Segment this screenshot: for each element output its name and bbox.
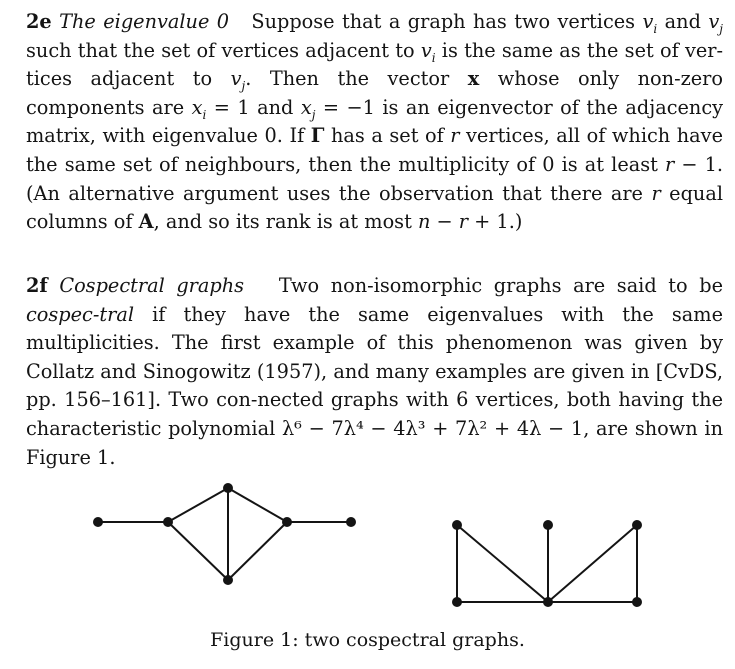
text: , and so its rank is at most: [153, 210, 418, 234]
vertex: [223, 575, 233, 585]
math-xj: x: [300, 95, 312, 119]
paragraph-2e: [26, 8, 723, 237]
text: vertices, all of which have the same set of neighbours, then the multiplicity of 0 is at least: [26, 124, 723, 176]
math-sub: j: [719, 21, 723, 36]
text: Suppose that a graph has two vertices: [251, 10, 643, 33]
text: , are shown in Figure 1.: [26, 416, 723, 469]
text: whose only non-zero components are: [26, 67, 723, 119]
math-tail: + 1.): [468, 210, 523, 234]
text: is an eigenvector of the adjacency matrix, with eigenvalue 0. If: [26, 95, 724, 148]
edge: [168, 488, 228, 522]
math-sub: i: [431, 50, 436, 65]
math-r: r: [651, 181, 661, 205]
figure-1: [0, 470, 735, 620]
text: has a set of: [324, 124, 451, 148]
vertex: [543, 597, 553, 607]
section-number-2e: 2e: [26, 10, 52, 33]
edge: [457, 525, 548, 602]
vertex: [632, 597, 642, 607]
edge: [228, 522, 287, 580]
math-vj: v: [230, 67, 242, 91]
math-vi: v: [642, 10, 654, 33]
text: equal columns of: [26, 181, 724, 234]
math-eq: = −1: [315, 95, 375, 119]
term-cospectral: cospec-tral: [26, 302, 134, 326]
math-tail: − 1.: [674, 152, 724, 176]
math-r: r: [665, 152, 675, 176]
text: and: [249, 95, 301, 119]
text: Two non-isomorphic graphs are said to be: [278, 274, 723, 297]
vertex: [163, 517, 173, 527]
text: is the same as the set of ver-tices adjacent to: [26, 38, 723, 91]
math-vi: v: [420, 38, 432, 62]
math-n: n: [417, 210, 431, 234]
vertex: [223, 483, 233, 493]
vertex: [452, 597, 462, 607]
math-sub: j: [241, 79, 246, 94]
graph-right: [452, 520, 642, 607]
section-number-2f: 2f: [26, 274, 48, 297]
math-sub: i: [202, 107, 207, 122]
vertex: [543, 520, 553, 530]
vertex: [282, 517, 292, 527]
math-vj: v: [708, 10, 720, 33]
edge: [168, 522, 228, 580]
section-title-2e: The eigenvalue 0: [59, 10, 230, 33]
graph-left: [93, 483, 356, 585]
characteristic-polynomial: λ⁶ − 7λ⁴ − 4λ³ + 7λ² + 4λ − 1: [281, 416, 584, 440]
math-matrix-a: A: [138, 210, 154, 234]
math-gamma: Γ: [310, 124, 325, 148]
edge: [228, 488, 287, 522]
math-xi: x: [191, 95, 203, 119]
edge: [548, 525, 637, 602]
math-sub: j: [311, 107, 316, 122]
text: and: [657, 10, 709, 33]
paragraph-2f: [26, 272, 723, 472]
section-title-2f: Cospectral graphs: [59, 274, 245, 297]
vertex: [452, 520, 462, 530]
vertex: [346, 517, 356, 527]
text: . Then the vector: [245, 67, 468, 91]
vertex: [632, 520, 642, 530]
text: such that the set of vertices adjacent to: [26, 38, 421, 62]
text: (An alternative argument uses the observation that there are: [26, 181, 652, 205]
math-r: r: [450, 124, 460, 148]
math-sub: i: [653, 21, 658, 36]
vertex: [93, 517, 103, 527]
math-r: r: [458, 210, 469, 234]
figure-caption: Figure 1: two cospectral graphs.: [210, 629, 525, 651]
text: if they have the same eigenvalues with the same multiplicities. The first example of this phenomenon was given by Collatz and Sinogowitz (1957), and many examples are given in [CvDS, pp. 156–161]. Two con-nected graphs with 6 vertices, both having the characteristic polynomial: [26, 302, 723, 440]
math-eq: = 1: [206, 95, 250, 119]
math-vector-x: x: [467, 67, 480, 91]
math-op: −: [430, 210, 459, 234]
